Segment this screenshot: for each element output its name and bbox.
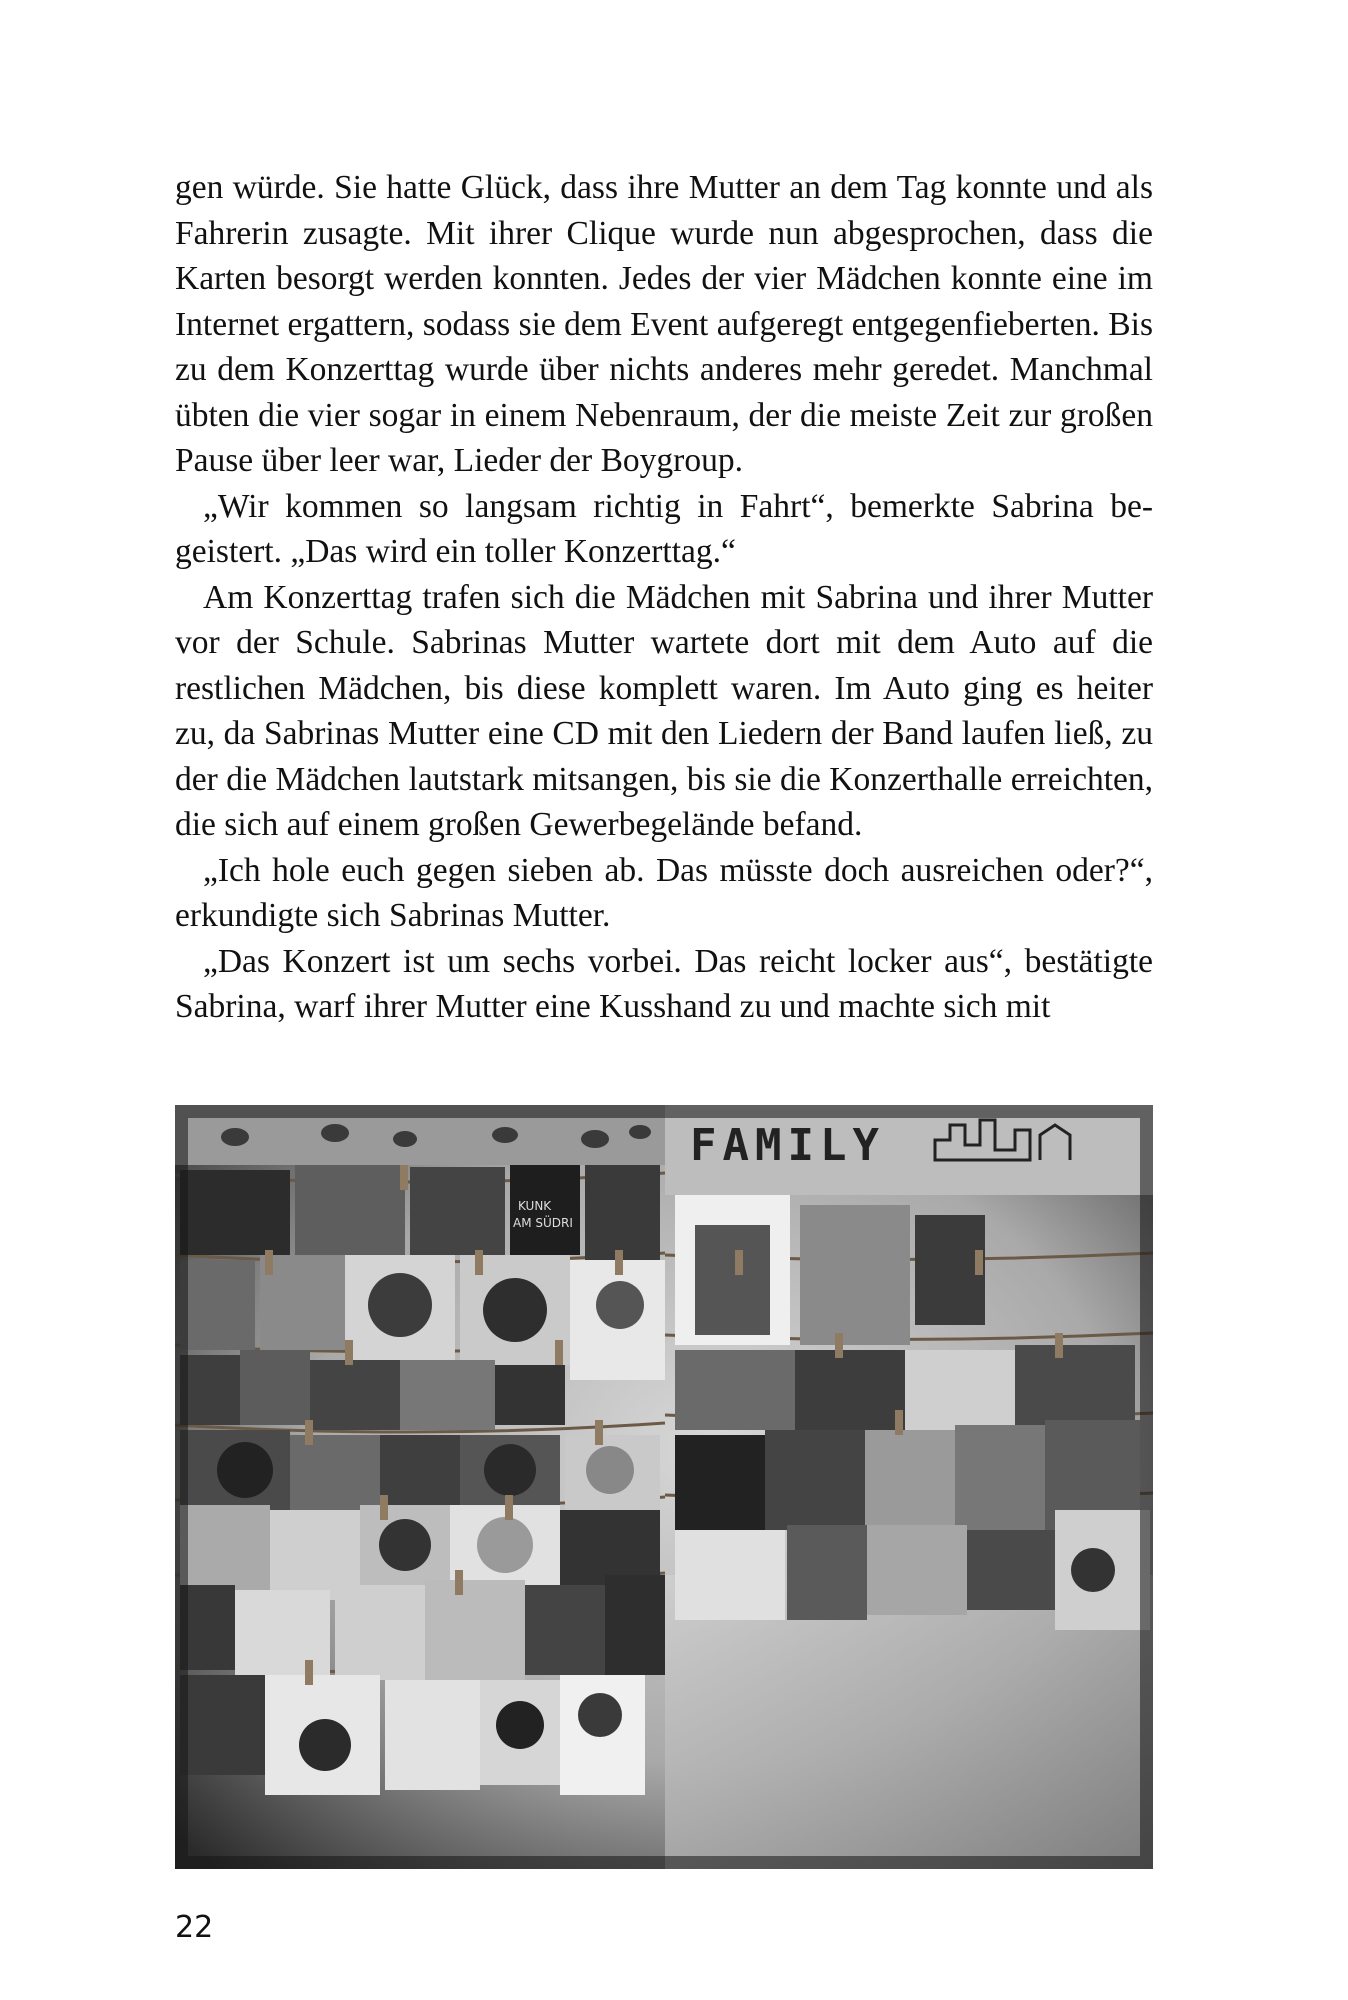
poster-top-text: KUNK (518, 1199, 552, 1213)
paragraph: „Das Konzert ist um sechs vorbei. Das reicht locker aus“, bestätigte Sabrina, warf ihrer Mutter eine Kusshand zu und machte sich mit (175, 942, 1153, 1025)
photo-wall-of-pictures (175, 1105, 1153, 1869)
paragraph: „Ich hole euch gegen sieben ab. Das müsste doch ausreichen oder?“, erkundigte sich Sabrinas Mutter. (175, 851, 1153, 934)
page-number: 22 (175, 1910, 214, 1945)
paragraph: Am Konzerttag trafen sich die Mädchen mit Sabrina und ihrer Mutter vor der Schule. Sabrinas Mutter wartete dort mit dem Auto auf die restlichen Mädchen, bis diese komplett waren. Im Auto ging es heiter zu, da Sabrinas Mutter eine CD mit den Liedern der Band laufen ließ, zu der die Mädchen lautstark mitsangen, bis sie die Konzerthalle erreichten, die sich auf einem großen Gewerbegelände befand. (175, 578, 1153, 843)
paragraph: gen würde. Sie hatte Glück, dass ihre Mutter an dem Tag konnte und als Fahrerin zusagte. Mit ihrer Clique wurde nun abgesprochen, dass die Karten besorgt werden konnten. Jedes der vier Mädchen konnte eine im Internet ergattern, sodass sie dem Event aufgeregt entgegenfieberten. Bis zu dem Konzerttag wurde über nichts anderes mehr geredet. Manchmal übten die vier sogar in einem Nebenraum, der die meiste Zeit zur großen Pause über leer war, Lieder der Boygroup. (175, 169, 1153, 479)
body-text (175, 165, 1153, 1030)
paragraph: „Wir kommen so langsam richtig in Fahrt“, bemerkte Sabrina begeistert. „Das wird ein toller Konzerttag.“ (175, 487, 1153, 570)
poster-text: AM SÜDRI (513, 1216, 573, 1230)
family-sign-text: FAMILY (690, 1120, 885, 1171)
